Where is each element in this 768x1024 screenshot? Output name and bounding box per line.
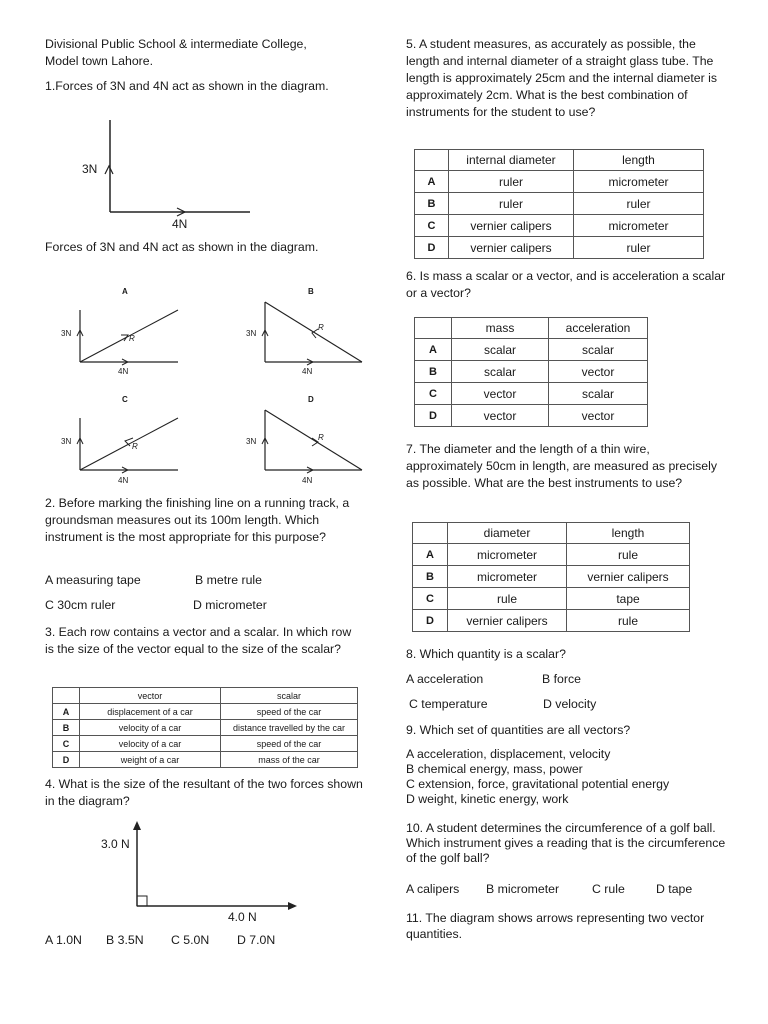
q4-right-arrow-icon bbox=[288, 902, 297, 910]
q9-option-b[interactable]: B chemical energy, mass, power bbox=[406, 762, 583, 776]
table-row[interactable]: C rule tape bbox=[413, 588, 690, 610]
q5-header-diameter: internal diameter bbox=[449, 150, 574, 171]
q7-text: 7. The diameter and the length of a thin wire, approximately 50cm in length, are measured as precisely as possible. What are the best instruments to use? bbox=[406, 442, 717, 490]
q9-option-a[interactable]: A acceleration, displacement, velocity bbox=[406, 747, 611, 761]
q7-header-length: length bbox=[567, 523, 690, 544]
q1-option-c-letter: C bbox=[122, 395, 128, 404]
table-row[interactable]: A ruler micrometer bbox=[415, 171, 704, 193]
q8-option-d[interactable]: D velocity bbox=[543, 697, 597, 711]
table-row[interactable]: B velocity of a car distance travelled by the car bbox=[53, 720, 358, 736]
q1-horizontal-label: 4N bbox=[172, 217, 188, 231]
q4-right-angle-mark bbox=[137, 896, 147, 906]
q2-option-a[interactable]: A measuring tape bbox=[45, 573, 141, 587]
table-row[interactable]: D weight of a car mass of the car bbox=[53, 752, 358, 768]
q4-option-c[interactable]: C 5.0N bbox=[171, 933, 210, 947]
q1-option-b-letter: B bbox=[308, 287, 314, 296]
q7-header-diameter: diameter bbox=[448, 523, 567, 544]
q5-text: 5. A student measures, as accurately as possible, the length and internal diameter of a straight glass tube. The length is approximately 25cm and the internal diameter is approximately 2cm. What is the best combination of instruments for the student to use? bbox=[406, 37, 718, 119]
q3-header-scalar: scalar bbox=[221, 688, 358, 704]
q3-text: 3. Each row contains a vector and a scalar. In which row is the size of the vector equal to the size of the scalar? bbox=[45, 625, 352, 656]
q7-table bbox=[412, 522, 690, 632]
q1-b-r-label: R bbox=[318, 323, 324, 332]
q11-text: 11. The diagram shows arrows representing two vector quantities. bbox=[406, 911, 705, 941]
q10-text: 10. A student determines the circumference of a golf ball. Which instrument gives a reading that is the circumference of the golf ball? bbox=[406, 821, 726, 865]
q1-a-r-label: R bbox=[129, 334, 135, 343]
q1-d-v-label: 3N bbox=[246, 437, 257, 446]
q3-header-vector: vector bbox=[80, 688, 221, 704]
school-name: Divisional Public School & intermediate College, bbox=[45, 37, 307, 51]
q2-option-b[interactable]: B metre rule bbox=[195, 573, 262, 587]
q9-option-c[interactable]: C extension, force, gravitational potential energy bbox=[406, 777, 670, 791]
q2-text: 2. Before marking the finishing line on a running track, a groundsman measures out its 100m length. Which instrument is the most appropriate for this purpose? bbox=[45, 496, 350, 544]
table-row[interactable]: B micrometer vernier calipers bbox=[413, 566, 690, 588]
q6-header-acceleration: acceleration bbox=[549, 318, 648, 339]
table-row[interactable]: D vernier calipers ruler bbox=[415, 237, 704, 259]
q10-option-d[interactable]: D tape bbox=[656, 882, 693, 896]
table-row[interactable]: C vector scalar bbox=[415, 383, 648, 405]
q1-text: 1.Forces of 3N and 4N act as shown in the diagram. bbox=[45, 79, 329, 93]
table-row[interactable]: A scalar scalar bbox=[415, 339, 648, 361]
q4-option-b[interactable]: B 3.5N bbox=[106, 933, 144, 947]
q9-option-d[interactable]: D weight, kinetic energy, work bbox=[406, 792, 569, 806]
q5-table bbox=[414, 149, 704, 259]
q1-d-h-label: 4N bbox=[302, 476, 313, 485]
table-row[interactable]: A micrometer rule bbox=[413, 544, 690, 566]
q1-vertical-label: 3N bbox=[82, 162, 98, 176]
q6-text: 6. Is mass a scalar or a vector, and is acceleration a scalar or a vector? bbox=[406, 269, 726, 300]
q1-b-h-label: 4N bbox=[302, 367, 313, 376]
q1-c-v-label: 3N bbox=[61, 437, 72, 446]
q1-option-a-letter: A bbox=[122, 287, 128, 296]
table-row[interactable]: D vector vector bbox=[415, 405, 648, 427]
q4-up-arrow-icon bbox=[133, 821, 141, 830]
q1-repeat-text: Forces of 3N and 4N act as shown in the diagram. bbox=[45, 240, 319, 254]
table-row[interactable]: B ruler ruler bbox=[415, 193, 704, 215]
q4-option-d[interactable]: D 7.0N bbox=[237, 933, 276, 947]
q10-option-c[interactable]: C rule bbox=[592, 882, 625, 896]
table-row[interactable]: A displacement of a car speed of the car bbox=[53, 704, 358, 720]
q4-horizontal-label: 4.0 N bbox=[228, 910, 257, 924]
q6-header-mass: mass bbox=[452, 318, 549, 339]
table-row[interactable]: C velocity of a car speed of the car bbox=[53, 736, 358, 752]
table-row[interactable]: D vernier calipers rule bbox=[413, 610, 690, 632]
q1-a-h-label: 4N bbox=[118, 367, 129, 376]
q8-text: 8. Which quantity is a scalar? bbox=[406, 647, 566, 661]
q10-option-b[interactable]: B micrometer bbox=[486, 882, 560, 896]
q4-text: 4. What is the size of the resultant of the two forces shown in the diagram? bbox=[45, 777, 363, 808]
q1-a-v-label: 3N bbox=[61, 329, 72, 338]
table-row[interactable]: B scalar vector bbox=[415, 361, 648, 383]
q10-option-a[interactable]: A calipers bbox=[406, 882, 460, 896]
q2-option-d[interactable]: D micrometer bbox=[193, 598, 267, 612]
q4-option-a[interactable]: A 1.0N bbox=[45, 933, 82, 947]
q8-option-c[interactable]: C temperature bbox=[409, 697, 488, 711]
q1-c-h-label: 4N bbox=[118, 476, 129, 485]
school-location: Model town Lahore. bbox=[45, 54, 154, 68]
q1-c-r-label: R bbox=[132, 442, 138, 451]
q9-text: 9. Which set of quantities are all vectors? bbox=[406, 723, 631, 737]
q2-option-c[interactable]: C 30cm ruler bbox=[45, 598, 116, 612]
q6-table bbox=[414, 317, 648, 427]
q1-option-d-letter: D bbox=[308, 395, 314, 404]
q8-option-a[interactable]: A acceleration bbox=[406, 672, 484, 686]
q4-vertical-label: 3.0 N bbox=[101, 837, 130, 851]
q1-d-r-label: R bbox=[318, 433, 324, 442]
q5-header-length: length bbox=[574, 150, 704, 171]
table-row[interactable]: C vernier calipers micrometer bbox=[415, 215, 704, 237]
q1-b-v-label: 3N bbox=[246, 329, 257, 338]
q8-option-b[interactable]: B force bbox=[542, 672, 581, 686]
